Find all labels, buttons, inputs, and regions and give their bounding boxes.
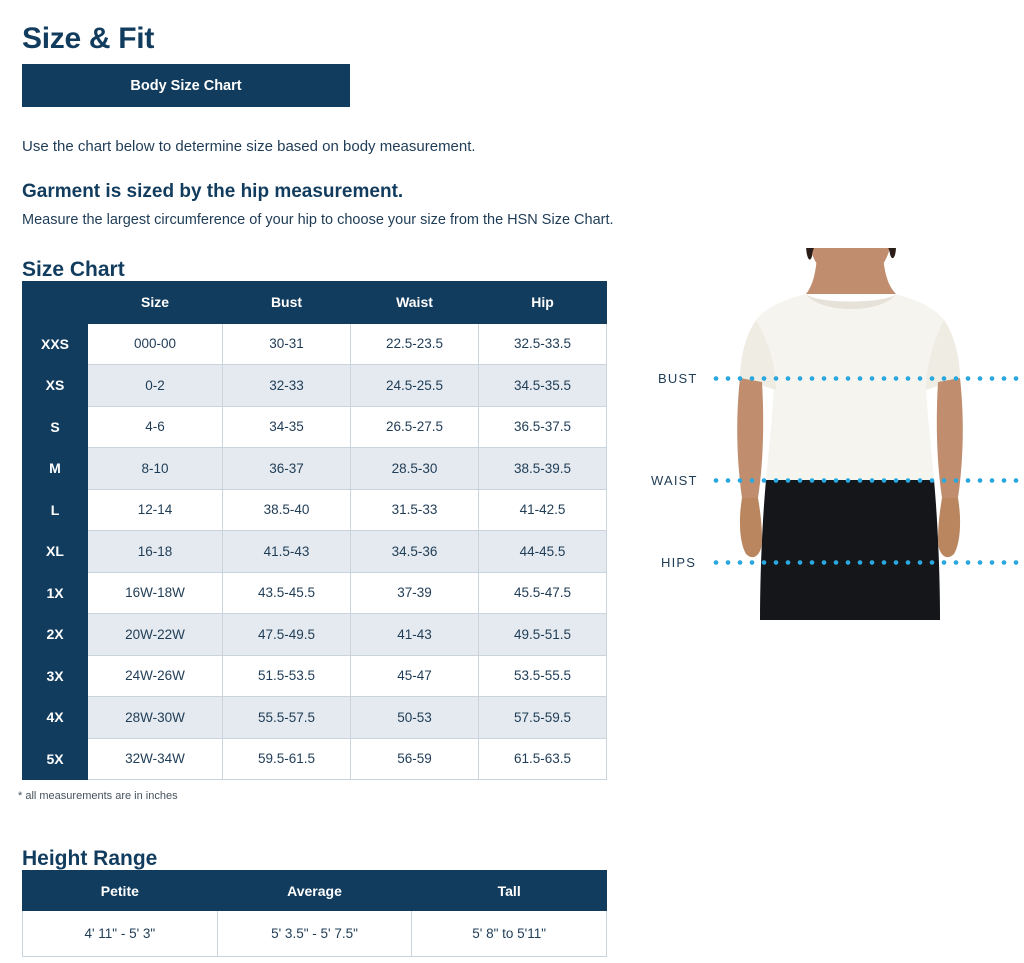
- cell-waist: 41-43: [351, 614, 479, 656]
- column-header-blank: [23, 282, 88, 324]
- cell-size: 16W-18W: [88, 572, 223, 614]
- cell-bust: 41.5-43: [223, 531, 351, 573]
- table-row: [23, 489, 607, 531]
- column-header-hip: Hip: [479, 282, 607, 324]
- cell-size: 000-00: [88, 323, 223, 365]
- table-header-row: [23, 871, 607, 911]
- table-row: [23, 911, 607, 957]
- row-label: XL: [23, 531, 88, 573]
- hips-measure-label: HIPS: [661, 555, 697, 570]
- height-range-table: [22, 870, 607, 957]
- row-label: 1X: [23, 572, 88, 614]
- cell-hip: 53.5-55.5: [479, 655, 607, 697]
- cell-hip: 34.5-35.5: [479, 365, 607, 407]
- cell-size: 20W-22W: [88, 614, 223, 656]
- bust-dotted-line: [710, 376, 1020, 381]
- cell-tall-range: 5' 8" to 5'11": [412, 911, 607, 957]
- cell-hip: 44-45.5: [479, 531, 607, 573]
- height-range-body: [23, 911, 607, 957]
- bust-measure-label: BUST: [658, 371, 698, 386]
- cell-bust: 47.5-49.5: [223, 614, 351, 656]
- cell-size: 4-6: [88, 406, 223, 448]
- cell-bust: 59.5-61.5: [223, 738, 351, 780]
- cell-waist: 37-39: [351, 572, 479, 614]
- row-label: M: [23, 448, 88, 490]
- column-header-bust: Bust: [223, 282, 351, 324]
- cell-waist: 22.5-23.5: [351, 323, 479, 365]
- cell-waist: 24.5-25.5: [351, 365, 479, 407]
- cell-hip: 38.5-39.5: [479, 448, 607, 490]
- row-label: XXS: [23, 323, 88, 365]
- size-chart-table: [22, 281, 607, 780]
- cell-bust: 34-35: [223, 406, 351, 448]
- cell-bust: 38.5-40: [223, 489, 351, 531]
- cell-size: 16-18: [88, 531, 223, 573]
- cell-size: 24W-26W: [88, 655, 223, 697]
- row-label: 5X: [23, 738, 88, 780]
- table-row: [23, 531, 607, 573]
- hips-dotted-line: [710, 560, 1020, 565]
- table-row: [23, 365, 607, 407]
- height-range-heading: Height Range: [22, 847, 158, 871]
- row-label: 4X: [23, 697, 88, 739]
- cell-waist: 31.5-33: [351, 489, 479, 531]
- size-chart-header: [23, 282, 607, 324]
- table-row: [23, 697, 607, 739]
- column-header-average: Average: [217, 871, 412, 911]
- page-title: Size & Fit: [22, 22, 155, 56]
- cell-hip: 49.5-51.5: [479, 614, 607, 656]
- waist-dotted-line: [710, 478, 1020, 483]
- waist-measure-label: WAIST: [651, 473, 698, 488]
- table-row: [23, 655, 607, 697]
- cell-waist: 26.5-27.5: [351, 406, 479, 448]
- column-header-size: Size: [88, 282, 223, 324]
- table-row: [23, 738, 607, 780]
- row-label: S: [23, 406, 88, 448]
- sized-by-heading: Garment is sized by the hip measurement.: [22, 180, 404, 202]
- column-header-tall: Tall: [412, 871, 607, 911]
- cell-waist: 28.5-30: [351, 448, 479, 490]
- cell-hip: 61.5-63.5: [479, 738, 607, 780]
- table-row: [23, 323, 607, 365]
- column-header-waist: Waist: [351, 282, 479, 324]
- cell-waist: 56-59: [351, 738, 479, 780]
- cell-bust: 51.5-53.5: [223, 655, 351, 697]
- size-chart-heading: Size Chart: [22, 258, 125, 282]
- measurement-diagram: [648, 248, 1018, 628]
- column-header-petite: Petite: [23, 871, 218, 911]
- cell-petite-range: 4' 11" - 5' 3": [23, 911, 218, 957]
- cell-waist: 34.5-36: [351, 531, 479, 573]
- body-size-chart-tab[interactable]: Body Size Chart: [22, 64, 350, 107]
- table-row: [23, 406, 607, 448]
- cell-bust: 43.5-45.5: [223, 572, 351, 614]
- cell-bust: 55.5-57.5: [223, 697, 351, 739]
- cell-size: 32W-34W: [88, 738, 223, 780]
- table-row: [23, 572, 607, 614]
- cell-hip: 32.5-33.5: [479, 323, 607, 365]
- row-label: XS: [23, 365, 88, 407]
- measure-instruction: Measure the largest circumference of your hip to choose your size from the HSN Size Chart.: [22, 211, 614, 228]
- row-label: L: [23, 489, 88, 531]
- cell-bust: 36-37: [223, 448, 351, 490]
- cell-hip: 45.5-47.5: [479, 572, 607, 614]
- size-chart-body: [23, 323, 607, 780]
- table-row: [23, 448, 607, 490]
- row-label: 2X: [23, 614, 88, 656]
- cell-hip: 36.5-37.5: [479, 406, 607, 448]
- cell-waist: 45-47: [351, 655, 479, 697]
- cell-bust: 32-33: [223, 365, 351, 407]
- cell-hip: 41-42.5: [479, 489, 607, 531]
- cell-bust: 30-31: [223, 323, 351, 365]
- intro-text: Use the chart below to determine size based on body measurement.: [22, 138, 476, 155]
- cell-size: 28W-30W: [88, 697, 223, 739]
- cell-size: 12-14: [88, 489, 223, 531]
- cell-waist: 50-53: [351, 697, 479, 739]
- cell-average-range: 5' 3.5" - 5' 7.5": [217, 911, 412, 957]
- cell-hip: 57.5-59.5: [479, 697, 607, 739]
- cell-size: 8-10: [88, 448, 223, 490]
- cell-size: 0-2: [88, 365, 223, 407]
- row-label: 3X: [23, 655, 88, 697]
- height-range-header: [23, 871, 607, 911]
- table-header-row: [23, 282, 607, 324]
- table-row: [23, 614, 607, 656]
- measurements-footnote: * all measurements are in inches: [18, 790, 178, 802]
